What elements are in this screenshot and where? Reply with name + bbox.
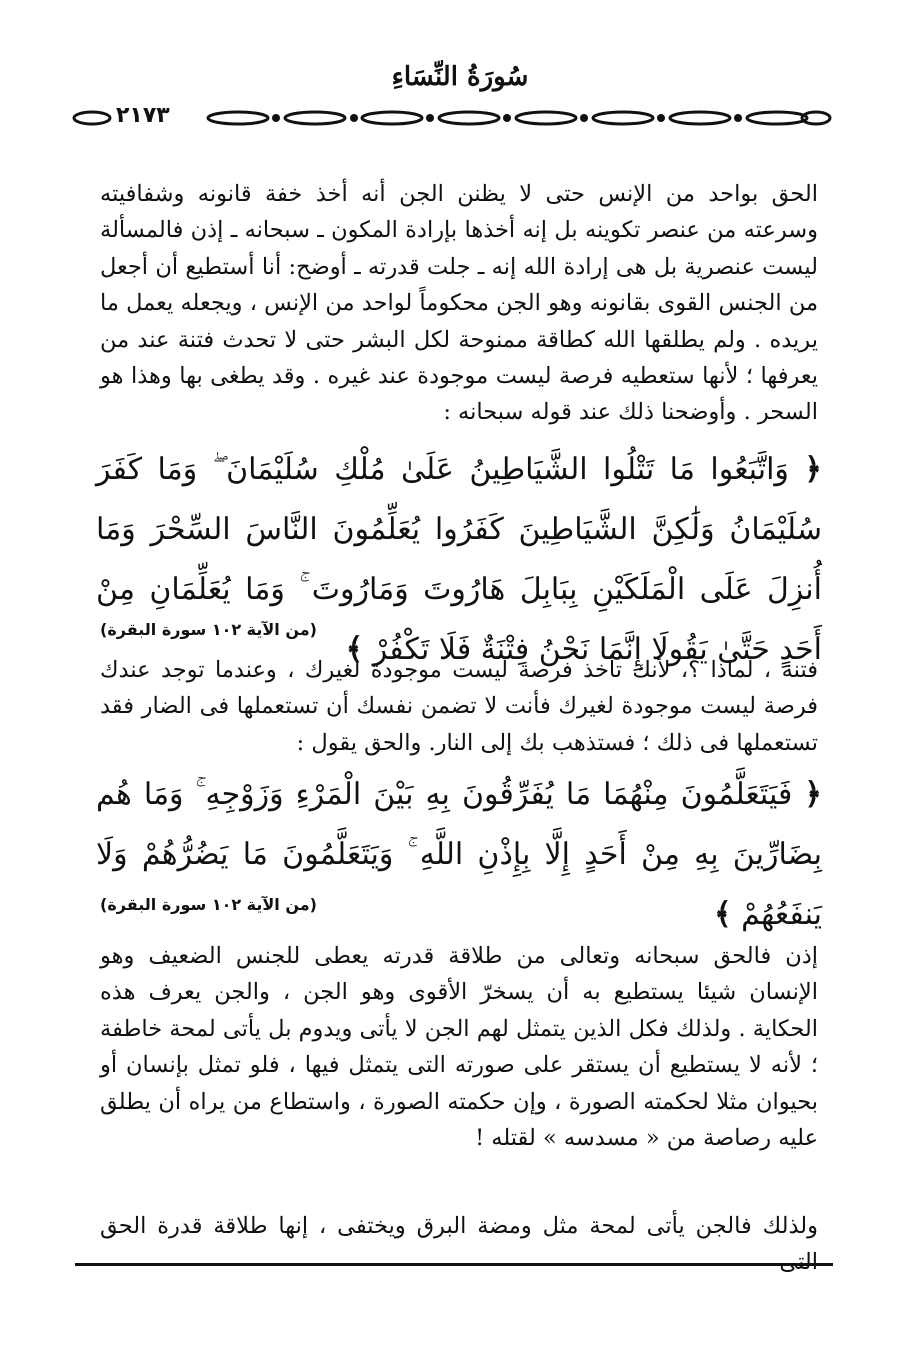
- surah-title: سُورَةُ النِّسَاءِ: [391, 62, 529, 92]
- verse-close-bracket: ﴾: [345, 632, 364, 667]
- verse-text-2: فَيَتَعَلَّمُونَ مِنْهُمَا مَا يُفَرِّقُونَ بِهِ بَيْنَ الْمَرْءِ وَزَوْجِهِ ۚ وَمَا هُم بِضَارِّينَ بِهِ مِنْ أَحَدٍ إِلَّا بِإِذْنِ اللَّهِ ۚ وَيَتَعَلَّمُونَ مَا يَضُرُّهُمْ وَلَا يَنفَعُهُمْ: [96, 777, 822, 932]
- verse-block-2: [96, 765, 822, 945]
- paragraph-3: إذن فالحق سبحانه وتعالى من طلاقة قدرته يعطى للجنس الضعيف وهو الإنسان شيئا يستطيع به أن يسخرّ الأقوى وهو الجن ، والجن يعرف هذه الحكاية . ولذلك فكل الذين يتمثل لهم الجن لا يأتى ويدوم بل يأتى لمحة خاطفة ؛ لأنه لا يستطيع أن يستقر على صورته التى يتمثل فيها ، فلو تمثل بإنسان أو بحيوان مثلا لحكمته الصورة ، وإن حكمته الصورة ، واستطاع من يراه أن يطلق عليه رصاصة من « مسدسه » لقتله !: [100, 943, 818, 1152]
- paragraph-1: الحق بواحد من الإنس حتى لا يظنن الجن أنه أخذ خفة قانونه وشفافيته وسرعته من عنصر تكوينه بل إنه أخذها بإرادة المكون ـ سبحانه ـ إذن فالمسألة ليست عنصرية بل هى إرادة الله إنه ـ جلت قدرته ـ أوضح: أنا أستطيع أن أجعل من الجنس القوى بقانونه وهو الجن محكوماً لواحد من الإنس ، ويجعله يعمل ما يريده . ولم يطلقها الله كطاقة ممنوحة لكل البشر حتى لا تحدث فتنة عند من يعرفها ؛ لأنها ستعطيه فرصة ليست موجودة عند غيره . وقد يطغى بها وهذا هو السحر . وأوضحنا ذلك عند قوله سبحانه :: [100, 181, 818, 426]
- verse-reference-1: (من الآية ١٠٢ سورة البقرة): [100, 620, 317, 639]
- verse-reference-2: (من الآية ١٠٢ سورة البقرة): [100, 895, 317, 914]
- verse-block-1: [96, 440, 822, 680]
- page-number: ٢١٧٣: [112, 103, 174, 128]
- header-ornament: [70, 100, 835, 136]
- paragraph-2: فتنة ، لماذا ؟، لأنك تأخذ فرصة ليست موجودة لغيرك ، وعندما توجد عندك فرصة ليست موجودة لغيرك فأنت لا تضمن نفسك أن تستعملها فى الضار فقد تستعملها فى ذلك ؛ فستذهب بك إلى النار. والحق يقول :: [100, 657, 818, 756]
- paragraph-4: ولذلك فالجن يأتى لمحة مثل ومضة البرق ويختفى ، إنها طلاقة قدرة الحق: [100, 1213, 818, 1239]
- verse-text-1: وَاتَّبَعُوا مَا تَتْلُوا الشَّيَاطِينُ عَلَىٰ مُلْكِ سُلَيْمَانَ ۖ وَمَا كَفَرَ سُلَيْمَانُ وَلَٰكِنَّ الشَّيَاطِينَ كَفَرُوا يُعَلِّمُونَ النَّاسَ السِّحْرَ وَمَا أُنزِلَ عَلَى الْمَلَكَيْنِ بِبَابِلَ هَارُوتَ وَمَارُوتَ ۚ وَمَا يُعَلِّمَانِ مِنْ أَحَدٍ حَتَّىٰ يَقُولَا إِنَّمَا نَحْنُ فِتْنَةٌ فَلَا تَكْفُرْ: [96, 452, 822, 667]
- footer-rule: [75, 1263, 833, 1266]
- verse-close-bracket: ﴾: [714, 897, 732, 932]
- verse-open-bracket: ﴿: [804, 777, 822, 812]
- verse-open-bracket: ﴿: [804, 452, 822, 487]
